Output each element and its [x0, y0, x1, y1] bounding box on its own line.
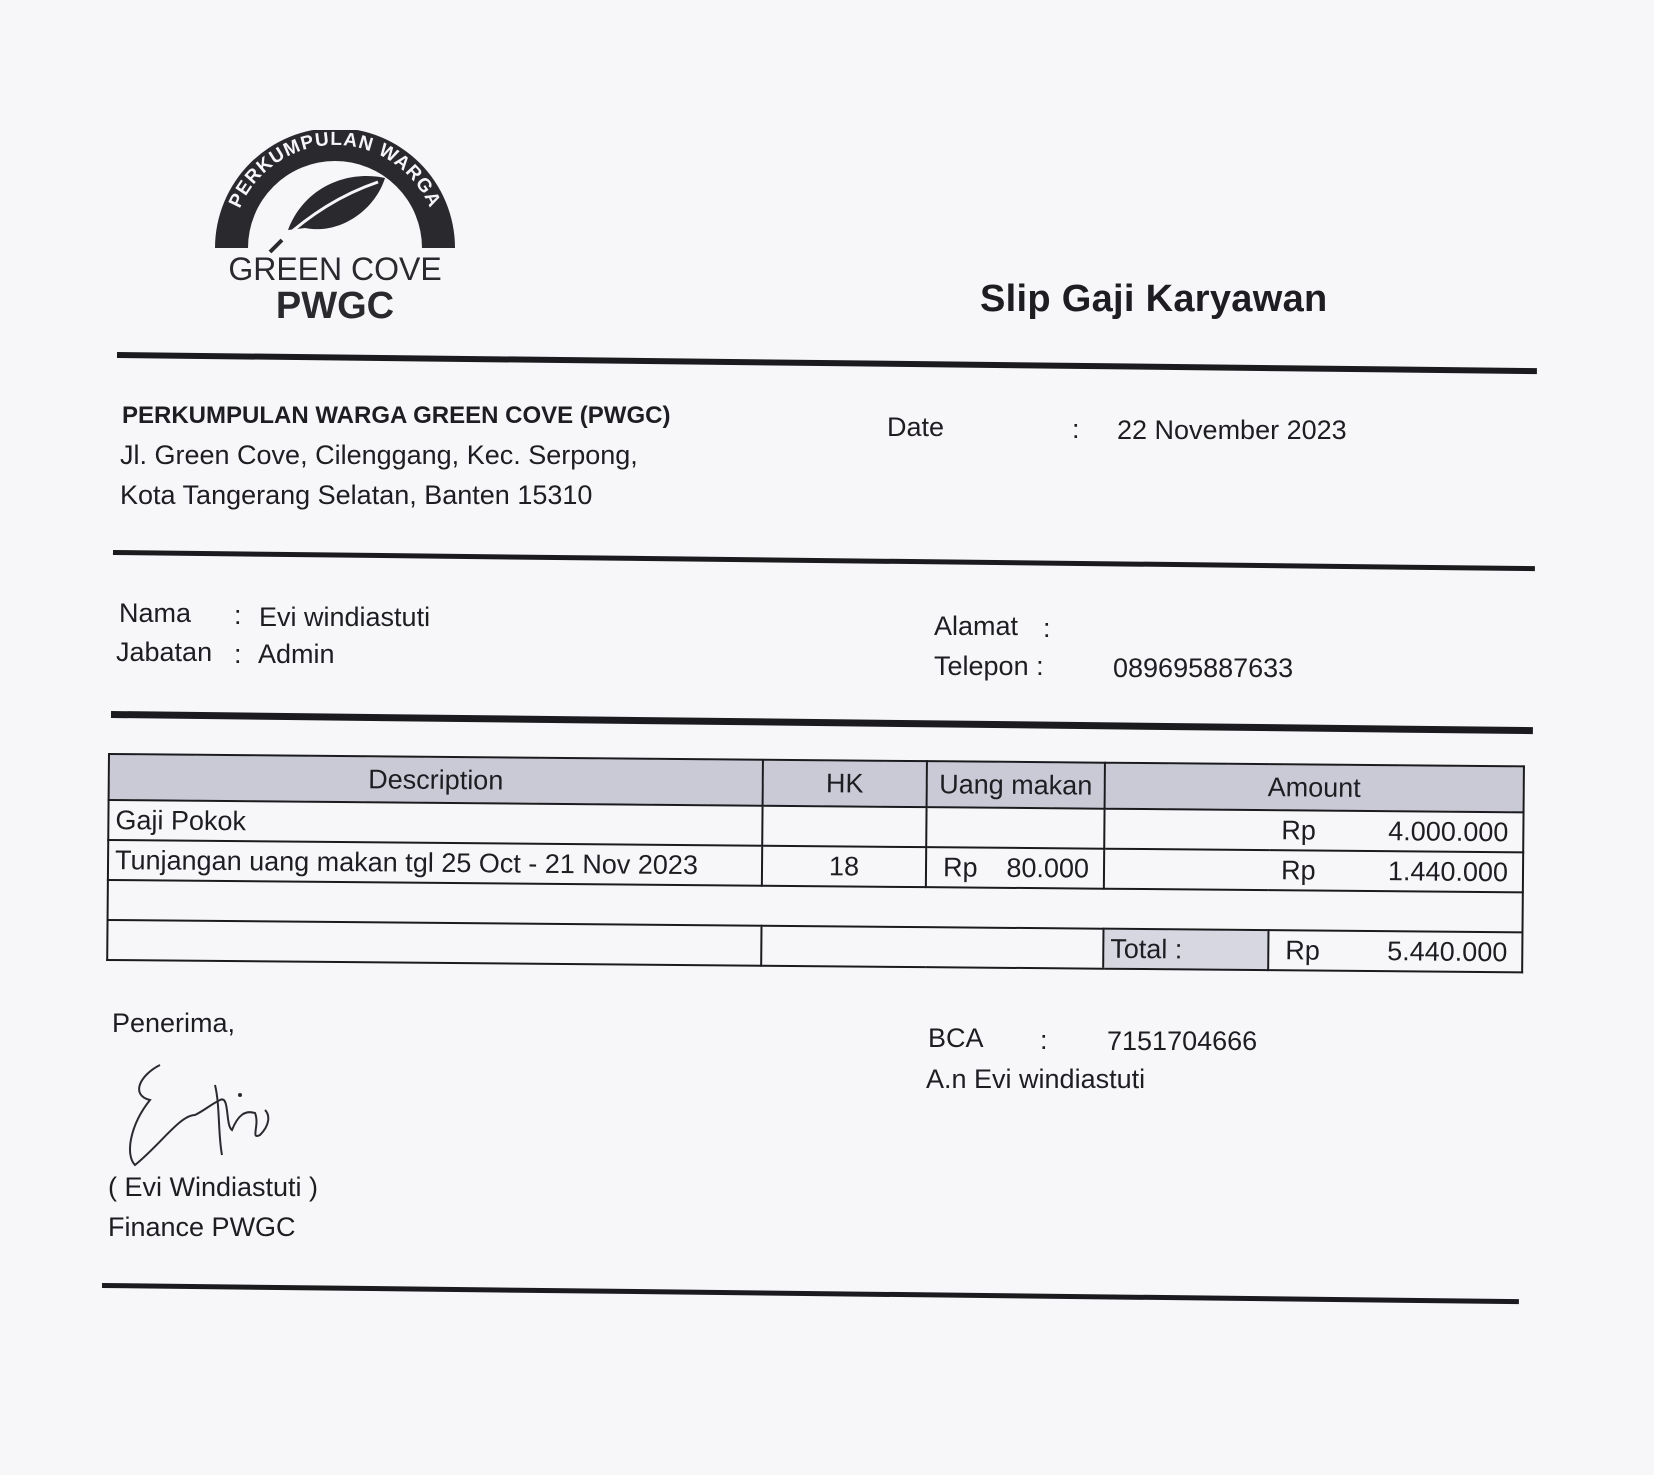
row-amount: [1104, 849, 1523, 893]
header-hk: HK: [763, 760, 927, 807]
date-value: 22 November 2023: [1117, 415, 1347, 445]
alamat-separator: :: [1043, 613, 1051, 643]
logo-arc-text: PERKUMPULAN WARGA: [225, 130, 445, 212]
amount-currency: Rp: [1281, 814, 1317, 846]
row-description: Gaji Pokok: [108, 800, 762, 846]
total-value: 5.440.000: [1387, 935, 1508, 967]
nama-value: Evi windiastuti: [259, 602, 431, 632]
bank-holder: A.n Evi windiastuti: [926, 1064, 1146, 1094]
row-uang-makan: [926, 847, 1104, 889]
total-currency: Rp: [1285, 934, 1320, 966]
jabatan-label: Jabatan: [116, 637, 213, 667]
um-value: 80.000: [1006, 852, 1090, 884]
receiver-role: Finance PWGC: [108, 1212, 296, 1242]
alamat-label: Alamat: [934, 611, 1019, 641]
logo-name-line2: PWGC: [275, 285, 395, 327]
bank-separator: :: [1040, 1025, 1048, 1055]
row-hk: [762, 806, 926, 847]
divider-top: [117, 352, 1537, 374]
company-name: PERKUMPULAN WARGA GREEN COVE (PWGC): [122, 402, 671, 429]
logo-emblem: [210, 130, 460, 330]
logo-name-line1: GREEN COVE: [228, 251, 442, 287]
total-label: Total :: [1103, 929, 1268, 970]
jabatan-separator: :: [234, 639, 242, 669]
header-description: Description: [109, 754, 763, 806]
header-uang-makan: Uang makan: [927, 761, 1105, 809]
nama-label: Nama: [119, 598, 192, 628]
nama-separator: :: [234, 600, 242, 630]
bank-label: BCA: [928, 1023, 984, 1053]
total-amount: [1268, 930, 1522, 972]
receiver-label: Penerima,: [112, 1008, 236, 1038]
row-description: Tunjangan uang makan tgl 25 Oct - 21 Nov 2023: [108, 840, 762, 886]
header-amount: Amount: [1105, 763, 1524, 813]
divider-company: [113, 550, 1535, 571]
amount-value: 4.000.000: [1388, 815, 1509, 847]
row-amount: [1104, 809, 1523, 853]
divider-bottom: [102, 1283, 1519, 1304]
row-uang-makan: [926, 807, 1104, 849]
date-label: Date: [887, 412, 945, 442]
divider-employee: [111, 711, 1533, 734]
company-logo: [210, 130, 460, 330]
signature: [120, 1055, 310, 1185]
bank-account: 7151704666: [1107, 1026, 1258, 1056]
amount-currency: Rp: [1280, 854, 1316, 886]
um-currency: Rp: [942, 851, 978, 883]
company-address-line2: Kota Tangerang Selatan, Banten 15310: [120, 480, 593, 510]
telepon-label: Telepon :: [934, 651, 1044, 681]
telepon-value: 089695887633: [1113, 653, 1294, 683]
salary-table: [106, 753, 1525, 973]
amount-value: 1.440.000: [1387, 855, 1509, 887]
date-separator: :: [1072, 414, 1080, 444]
document-title: Slip Gaji Karyawan: [980, 278, 1328, 320]
row-hk: 18: [762, 846, 926, 887]
receiver-name: ( Evi Windiastuti ): [108, 1172, 319, 1202]
company-address-line1: Jl. Green Cove, Cilenggang, Kec. Serpong,: [120, 440, 638, 470]
jabatan-value: Admin: [258, 639, 335, 669]
